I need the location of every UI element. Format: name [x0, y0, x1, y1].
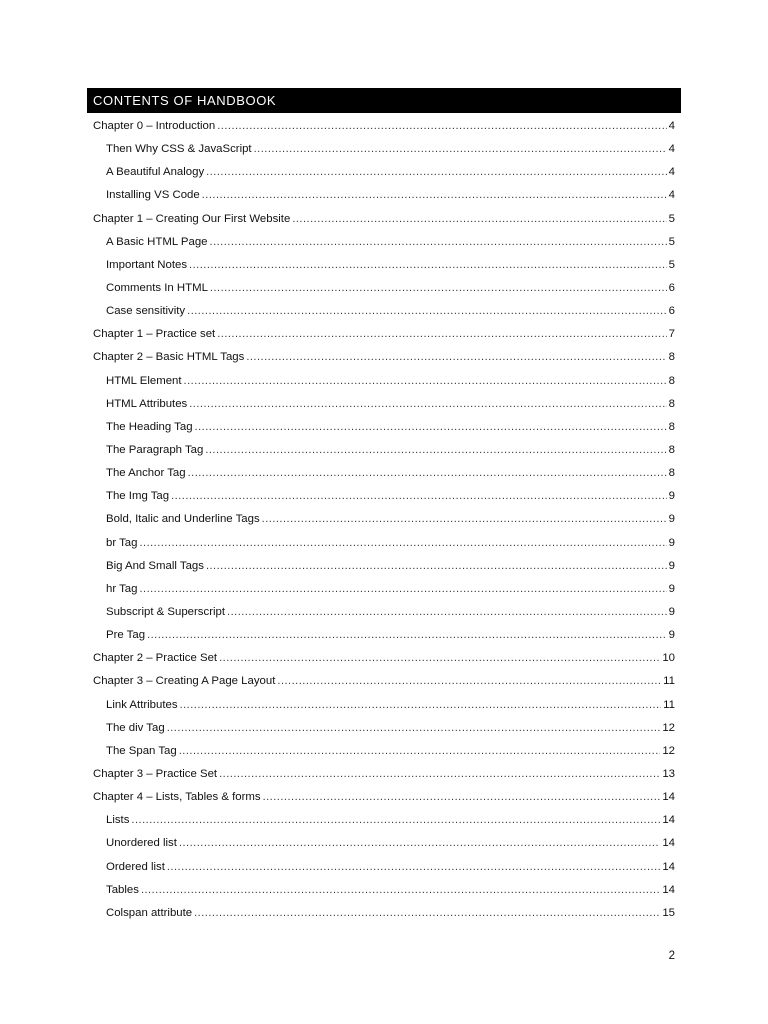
toc-entry-label: Lists [106, 814, 130, 827]
toc-entry-label: br Tag [106, 536, 138, 549]
toc-dot-leader [167, 717, 661, 740]
toc-entry-page: 9 [668, 513, 675, 526]
toc-section-entry[interactable] [93, 277, 675, 300]
toc-dot-leader [206, 161, 666, 184]
toc-chapter-entry[interactable] [93, 323, 675, 346]
toc-chapter-entry[interactable] [93, 115, 675, 138]
toc-dot-leader [184, 370, 667, 393]
toc-entry-page: 14 [662, 791, 675, 804]
toc-dot-leader [263, 786, 661, 809]
toc-entry-page: 11 [663, 675, 675, 688]
toc-entry-page: 15 [662, 906, 675, 919]
toc-section-entry[interactable] [93, 578, 675, 601]
toc-chapter-entry[interactable] [93, 647, 675, 670]
toc-entry-label: Case sensitivity [106, 305, 186, 318]
toc-entry-page: 4 [668, 189, 675, 202]
toc-entry-label: Subscript & Superscript [106, 605, 226, 618]
toc-dot-leader [277, 670, 661, 693]
toc-section-entry[interactable] [93, 879, 675, 902]
toc-entry-label: Big And Small Tags [106, 559, 204, 572]
toc-entry-page: 12 [662, 744, 675, 757]
toc-dot-leader [292, 208, 666, 231]
toc-dot-leader [179, 832, 660, 855]
toc-entry-page: 4 [668, 166, 675, 179]
toc-entry-label: hr Tag [106, 582, 138, 595]
toc-entry-page: 9 [668, 536, 675, 549]
toc-dot-leader [210, 231, 667, 254]
toc-entry-label: The Img Tag [106, 490, 170, 503]
toc-entry-label: Then Why CSS & JavaScript [106, 143, 252, 156]
toc-dot-leader [139, 578, 666, 601]
toc-entry-label: HTML Attributes [106, 397, 188, 410]
toc-dot-leader [217, 323, 666, 346]
toc-dot-leader [141, 879, 660, 902]
toc-section-entry[interactable] [93, 902, 675, 925]
toc-entry-label: Installing VS Code [106, 189, 200, 202]
toc-dot-leader [194, 902, 660, 925]
toc-entry-label: Tables [106, 883, 139, 896]
toc-entry-page: 6 [668, 281, 675, 294]
toc-chapter-entry[interactable] [93, 208, 675, 231]
toc-entry-page: 9 [668, 559, 675, 572]
toc-entry-page: 10 [662, 652, 675, 665]
toc-chapter-entry[interactable] [93, 763, 675, 786]
toc-entry-page: 9 [668, 629, 675, 642]
toc-entry-label: Colspan attribute [106, 906, 193, 919]
toc-dot-leader [217, 115, 666, 138]
toc-dot-leader [195, 416, 667, 439]
toc-section-entry[interactable] [93, 439, 675, 462]
toc-entry-page: 8 [668, 443, 675, 456]
table-of-contents [93, 115, 675, 925]
toc-dot-leader [219, 647, 660, 670]
toc-entry-label: Chapter 0 – Introduction [93, 120, 216, 132]
toc-entry-page: 6 [668, 305, 675, 318]
toc-entry-label: The Paragraph Tag [106, 443, 204, 456]
toc-entry-page: 8 [668, 467, 675, 480]
toc-entry-page: 4 [668, 143, 675, 156]
toc-dot-leader [206, 555, 667, 578]
toc-dot-leader [147, 624, 667, 647]
toc-entry-label: Pre Tag [106, 629, 146, 642]
toc-entry-page: 14 [662, 860, 675, 873]
toc-section-entry[interactable] [93, 740, 675, 763]
toc-entry-page: 7 [668, 328, 675, 341]
toc-entry-label: The Span Tag [106, 744, 177, 757]
toc-entry-label: Chapter 3 – Creating A Page Layout [93, 675, 276, 688]
toc-section-entry[interactable] [93, 370, 675, 393]
toc-entry-label: Chapter 4 – Lists, Tables & forms [93, 791, 261, 804]
toc-section-entry[interactable] [93, 300, 675, 323]
toc-section-entry[interactable] [93, 809, 675, 832]
toc-section-entry[interactable] [93, 856, 675, 879]
toc-section-entry[interactable] [93, 694, 675, 717]
toc-entry-page: 11 [663, 698, 675, 711]
toc-entry-page: 9 [668, 490, 675, 503]
toc-section-entry[interactable] [93, 624, 675, 647]
toc-title: CONTENTS OF HANDBOOK [87, 88, 681, 113]
toc-entry-page: 12 [662, 721, 675, 734]
toc-chapter-entry[interactable] [93, 786, 675, 809]
toc-chapter-entry[interactable] [93, 346, 675, 369]
toc-dot-leader [205, 439, 666, 462]
toc-entry-page: 5 [668, 212, 675, 225]
toc-dot-leader [139, 532, 666, 555]
toc-section-entry[interactable] [93, 254, 675, 277]
toc-dot-leader [171, 485, 667, 508]
toc-section-entry[interactable] [93, 532, 675, 555]
toc-section-entry[interactable] [93, 416, 675, 439]
toc-entry-page: 5 [668, 258, 675, 271]
toc-entry-label: Chapter 1 – Creating Our First Website [93, 212, 291, 225]
toc-section-entry[interactable] [93, 462, 675, 485]
toc-section-entry[interactable] [93, 231, 675, 254]
toc-dot-leader [131, 809, 660, 832]
toc-dot-leader [262, 508, 667, 531]
toc-section-entry[interactable] [93, 393, 675, 416]
toc-section-entry[interactable] [93, 138, 675, 161]
toc-entry-page: 9 [668, 605, 675, 618]
toc-dot-leader [179, 740, 661, 763]
toc-entry-label: Link Attributes [106, 698, 178, 711]
toc-dot-leader [210, 277, 667, 300]
toc-section-entry[interactable] [93, 184, 675, 207]
toc-entry-label: Ordered list [106, 860, 165, 873]
toc-dot-leader [189, 254, 667, 277]
toc-section-entry[interactable] [93, 161, 675, 184]
toc-entry-page: 8 [668, 351, 675, 364]
toc-entry-page: 9 [668, 582, 675, 595]
toc-dot-leader [219, 763, 660, 786]
toc-section-entry[interactable] [93, 508, 675, 531]
toc-dot-leader [167, 856, 660, 879]
toc-entry-page: 4 [668, 120, 675, 132]
toc-section-entry[interactable] [93, 717, 675, 740]
toc-section-entry[interactable] [93, 601, 675, 624]
toc-dot-leader [189, 393, 666, 416]
toc-dot-leader [188, 462, 667, 485]
toc-entry-label: The div Tag [106, 721, 165, 734]
toc-dot-leader [180, 694, 662, 717]
toc-entry-page: 14 [662, 814, 675, 827]
toc-entry-label: Important Notes [106, 258, 188, 271]
toc-entry-label: Chapter 2 – Basic HTML Tags [93, 351, 245, 364]
toc-entry-label: Chapter 2 – Practice Set [93, 652, 218, 665]
toc-entry-label: Unordered list [106, 837, 177, 850]
toc-entry-page: 13 [662, 767, 675, 780]
toc-entry-label: Comments In HTML [106, 281, 208, 294]
toc-section-entry[interactable] [93, 555, 675, 578]
toc-entry-label: The Heading Tag [106, 420, 193, 433]
toc-entry-label: A Basic HTML Page [106, 235, 208, 248]
toc-entry-label: Chapter 1 – Practice set [93, 328, 216, 341]
toc-entry-page: 8 [668, 420, 675, 433]
toc-entry-label: Bold, Italic and Underline Tags [106, 513, 260, 526]
toc-dot-leader [254, 138, 667, 161]
toc-section-entry[interactable] [93, 832, 675, 855]
toc-entry-label: HTML Element [106, 374, 182, 387]
toc-entry-page: 8 [668, 374, 675, 387]
toc-chapter-entry[interactable] [93, 670, 675, 693]
toc-entry-page: 8 [668, 397, 675, 410]
toc-entry-label: A Beautiful Analogy [106, 166, 205, 179]
toc-dot-leader [187, 300, 667, 323]
toc-dot-leader [202, 184, 667, 207]
toc-entry-page: 14 [662, 837, 675, 850]
toc-dot-leader [227, 601, 667, 624]
toc-entry-page: 14 [662, 883, 675, 896]
page-number: 2 [668, 950, 675, 962]
toc-entry-label: Chapter 3 – Practice Set [93, 767, 218, 780]
toc-entry-label: The Anchor Tag [106, 467, 186, 480]
toc-entry-page: 5 [668, 235, 675, 248]
toc-dot-leader [246, 346, 666, 369]
toc-section-entry[interactable] [93, 485, 675, 508]
